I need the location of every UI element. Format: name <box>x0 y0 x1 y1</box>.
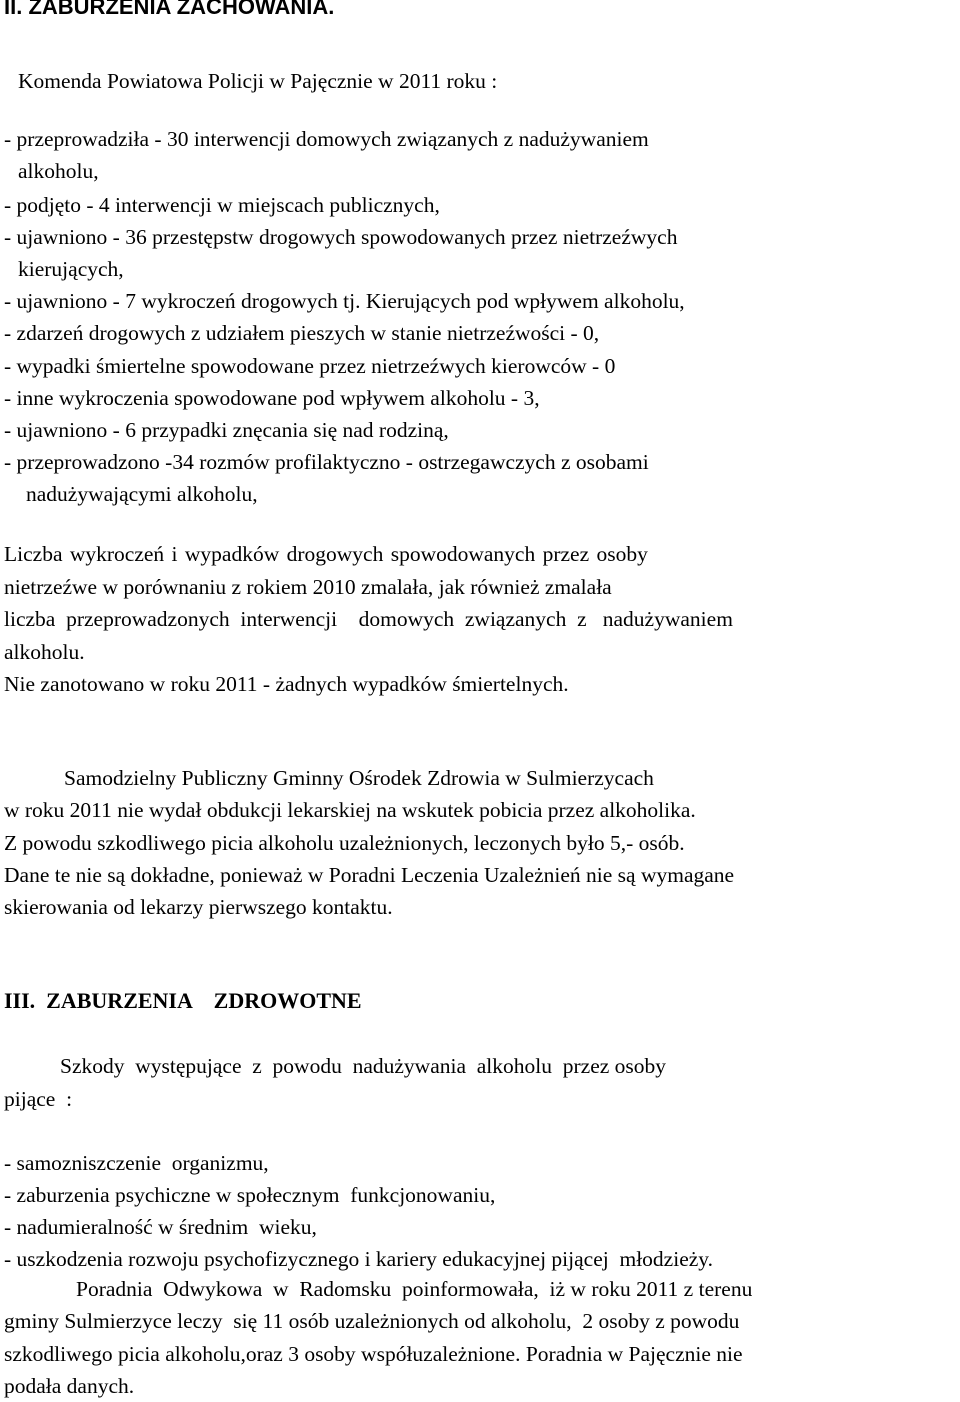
list-item: - nadumieralność w średnim wieku, <box>4 1215 317 1239</box>
list-item: - przeprowadziła - 30 interwencji domowych związanych z nadużywaniem <box>4 127 649 151</box>
health-intro-line: Szkody występujące z powodu nadużywania alkoholu przez osoby <box>60 1054 667 1078</box>
list-item: kierujących, <box>18 257 124 281</box>
list-item: - podjęto - 4 interwencji w miejscach publicznych, <box>4 193 440 217</box>
list-item: nadużywającymi alkoholu, <box>26 482 258 506</box>
list-item: - uszkodzenia rozwoju psychofizycznego i kariery edukacyjnej pijącej młodzieży. <box>4 1247 714 1271</box>
summary-line: alkoholu. <box>4 640 85 664</box>
list-item: - samozniszczenie organizmu, <box>4 1151 269 1175</box>
summary-line: liczba przeprowadzonych interwencji domowych związanych z nadużywaniem <box>4 607 733 631</box>
summary-line: nietrzeźwe w porównaniu z rokiem 2010 zmalała, jak również zmalała <box>4 575 612 599</box>
clinic-line: Poradnia Odwykowa w Radomsku poinformowała, iż w roku 2011 z terenu <box>76 1277 753 1301</box>
health-center-line: skierowania od lekarzy pierwszego kontaktu. <box>4 895 393 919</box>
clinic-line: podała danych. <box>4 1374 135 1398</box>
list-item: - zaburzenia psychiczne w społecznym funkcjonowaniu, <box>4 1183 496 1207</box>
clinic-line: gminy Sulmierzyce leczy się 11 osób uzależnionych od alkoholu, 2 osoby z powodu <box>4 1309 740 1333</box>
summary-line: Nie zanotowano w roku 2011 - żadnych wypadków śmiertelnych. <box>4 672 569 696</box>
list-item: - ujawniono - 6 przypadki znęcania się nad rodziną, <box>4 418 449 442</box>
list-item: - przeprowadzono -34 rozmów profilaktyczno - ostrzegawczych z osobami <box>4 450 649 474</box>
health-center-line: Z powodu szkodliwego picia alkoholu uzależnionych, leczonych było 5,- osób. <box>4 831 685 855</box>
section-2-heading: II. ZABURZENIA ZACHOWANIA. <box>4 0 335 19</box>
health-intro-line: pijące : <box>4 1087 73 1111</box>
section-3-heading: III. ZABURZENIA ZDROWOTNE <box>4 988 362 1013</box>
police-intro: Komenda Powiatowa Policji w Pajęcznie w 2011 roku : <box>18 69 498 93</box>
list-item: - inne wykroczenia spowodowane pod wpływem alkoholu - 3, <box>4 386 540 410</box>
summary-line: Liczba wykroczeń i wypadków drogowych spowodowanych przez osoby <box>4 542 648 566</box>
health-center-line: Samodzielny Publiczny Gminny Ośrodek Zdrowia w Sulmierzycach <box>64 766 654 790</box>
list-item: - zdarzeń drogowych z udziałem pieszych w stanie nietrzeźwości - 0, <box>4 321 600 345</box>
list-item: - wypadki śmiertelne spowodowane przez nietrzeźwych kierowców - 0 <box>4 354 616 378</box>
clinic-line: szkodliwego picia alkoholu,oraz 3 osoby współuzależnione. Poradnia w Pajęcznie nie <box>4 1342 743 1366</box>
list-item: - ujawniono - 36 przestępstw drogowych spowodowanych przez nietrzeźwych <box>4 225 678 249</box>
health-center-line: Dane te nie są dokładne, ponieważ w Poradni Leczenia Uzależnień nie są wymagane <box>4 863 735 887</box>
health-center-line: w roku 2011 nie wydał obdukcji lekarskiej na wskutek pobicia przez alkoholika. <box>4 798 696 822</box>
list-item: alkoholu, <box>18 159 99 183</box>
list-item: - ujawniono - 7 wykroczeń drogowych tj. Kierujących pod wpływem alkoholu, <box>4 289 685 313</box>
